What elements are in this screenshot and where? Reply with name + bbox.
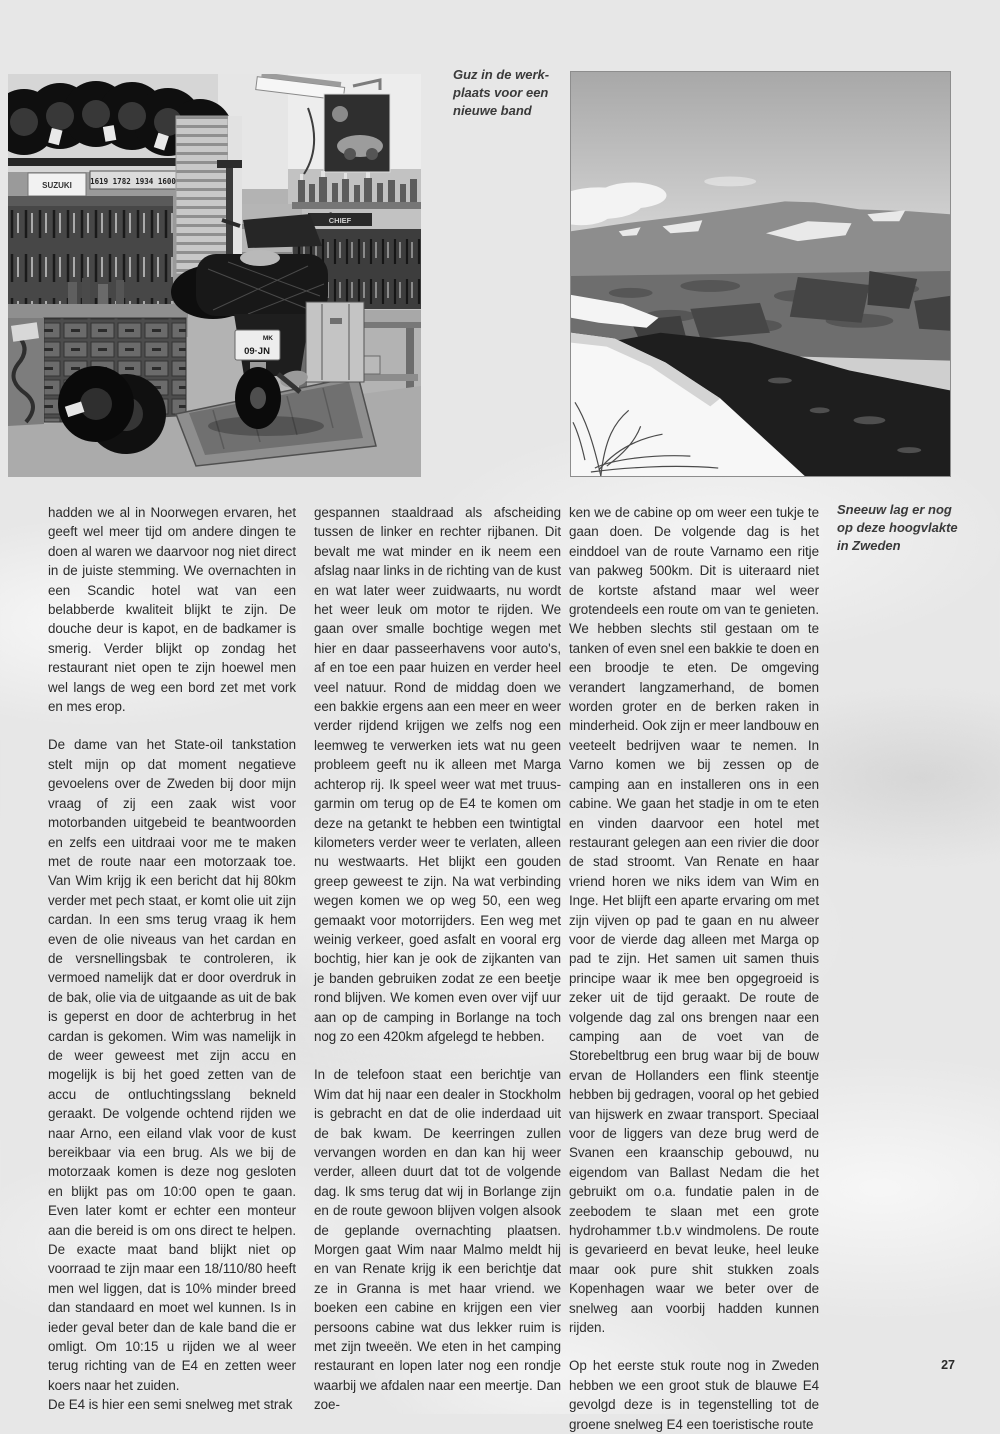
suzuki-sign [28, 173, 86, 196]
svg-text:MK: MK [262, 335, 273, 342]
body-paragraph: In de telefoon staat een berichtje van Wim dat hij naar een dealer in Stockholm is gebracht en dat de olie inderdaad uit de bak kwam. De keerringen zullen vervangen worden en dan kan hij weer verder, alleen duurt dat tot de volgende dag. Ik sms terug dat wij in Borlange zijn en de route gewoon blijven volgen alsook de geplande overnachting plaatsen. Morgen gaat Wim naar Malmo meldt hij en van Renate krijg ik een berichtje dat ze in Granna is met haar vriend. we boeken een cabine en krijgen een vier persoons cabine wat dus lekker ruim is met zijn tweeën. We eten in het camping restaurant en lopen later nog een rondje waarbij we afdalen naar een meertje. Dan zoe- [314, 1067, 561, 1413]
photo-caption-left [453, 66, 583, 120]
page-number: 27 [941, 1358, 955, 1372]
text-column-3 [569, 503, 819, 1434]
text-column-2 [314, 503, 561, 1415]
caption-line: Sneeuw lag er nog [837, 502, 952, 517]
bike-license-plate [235, 330, 280, 360]
workshop-photo [8, 74, 421, 477]
caption-line: op deze hoogvlakte [837, 520, 958, 535]
body-paragraph: ken we de cabine op om weer een tukje te gaan doen. De volgende dag is het einddoel van de route Varnamo een ritje van pakweg 500km. Dit is uiteraard niet de kortste afstand maar wel weer grotendeels een route om van te genieten. We hebben slechts stil gestaan om te tanken of even snel een bakkie te doen en een broodje te eten. De omgeving verandert langzamerhand, de bomen worden groter en de berken raken in minderheid. Ook zijn er meer landbouw en veeteelt bedrijven waar te nemen. In Varno komen we bij zessen op de camping aan en installeren ons in een cabine. We gaan het stadje in om te eten en vinden daarvoor een hotel met restaurant gelegen aan een rivier die door de stad stroomt. Van Renate en haar vriend horen we niks idem van Wim en Inge. Het blijft een aparte ervaring om met zijn vijven op pad te gaan en nu alweer voor de vierde dag alleen met Marga op pad te zijn. Het samen uit samen thuis principe waar ik mee ben opgegroeid is zeker uit de tijd geraakt. De route de volgende dag zal ons brengen naar een camping aan de voet van de Storebeltbrug een brug waar bij de bouw ervan de Hollanders een flink steentje hebben bij gedragen, vooral op het gebied van hijswerk en zwaar transport. Speciaal voor de liggers van deze brug werd de Svanen een kraanschip gebouwd, nu eigendom van Ballast Nedam die het gebruikt om o.a. fundatie palen in de zeebodem te slaan met een grote hydrohammer t.b.v windmolens. De route is gevarieerd en bevat leuke, heel leuke maar ook pure shit stukken zoals Kopenhagen waar we beter over de snelweg aan voorbij hadden kunnen rijden. [569, 505, 819, 1336]
pegboard-tools-left [8, 196, 173, 308]
text-column-1 [48, 503, 296, 1415]
motorcycle-poster [324, 94, 390, 172]
svg-text:CHIEF: CHIEF [328, 216, 352, 225]
workshop-photo-illustration [8, 74, 421, 477]
body-paragraph: hadden we al in Noorwegen ervaren, het geeft wel meer tijd om andere dingen te doen al waren we daarvoor nog niet direct in de juiste stemming. We overnachten in een Scandic hotel wat van een belabberde kwaliteit blijkt te zijn. De douche deur is kapot, en de badkamer is smerig. Verder blijkt op zondag het restaurant niet open te zijn hoewel men wel langs de weg een bord zet met vork en mes erop. [48, 505, 296, 715]
svg-text:SUZUKI: SUZUKI [42, 181, 72, 190]
svg-text:09·JN: 09·JN [244, 346, 270, 357]
photo-caption-right [837, 501, 972, 555]
caption-line: plaats voor een [453, 85, 549, 100]
body-paragraph: De E4 is hier een semi snelweg met strak [48, 1397, 293, 1413]
svg-text:1619 1782 1934 1600: 1619 1782 1934 1600 [90, 177, 176, 186]
license-plate-row [90, 171, 176, 189]
caption-line: Guz in de werk- [453, 67, 550, 82]
landscape-photo-illustration [571, 72, 950, 476]
caption-line: in Zweden [837, 538, 901, 553]
body-paragraph: De dame van het State-oil tankstation stelt mijn op dat moment negatieve gevoelens over de Zweden bij door mijn vraag of zij een zaak wist voor motorbanden uitgebeid te beantwoorden en zelfs een uitdraai voor me te maken met de route naar een motorzaak toe. Van Wim krijg ik een bericht dat hij 80km verder met pech staat, er komt olie uit zijn cardan. In een sms terug vraag ik hem even de olie niveaus van het cardan en de versnellingsbak te controleren, ik vermoed namelijk dat er door overdruk in de bak, olie via de uitgaande as uit de bak is geperst en door de achterbrug in het cardan is gekomen. Wim was namelijk in de weer geweest met zijn accu en mogelijk is bij het goed zetten van de accu de ontluchtingsslang bekneld geraakt. De volgende ochtend rijden we naar Arno, een eiland vlak voor de kust bereikbaar via een brug. Als we bij de motorzaak komen is deze nog gesloten en blijkt pas om 10:00 open te gaan. Even later komt er echter een monteur aan die bereid is om ons direct te helpen. De exacte maat band blijkt niet op voorraad te zijn maar een 18/110/80 heeft men wel liggen, dat is 10% minder breed dan standaard en moet wel kunnen. Is in ieder geval beter dan de kale band die er omligt. Om 10:15 u rijden we al weer terug richting van de E4 en zetten weer koers naar het zuiden. [48, 737, 296, 1393]
body-paragraph: gespannen staaldraad als afscheiding tussen de linker en rechter rijbanen. Dit bevalt me wat minder en ik neem een afslag naar links in de richting van de kust en wat later weer zuidwaarts, nu wordt het weer leuk om motor te rijden. We gaan over smalle bochtige wegen met hier en daar passeerhavens voor auto's, af en toe een paar huizen en verder heel veel natuur. Rond de middag doen we een bakkie ergens aan een meer en weer verder rijdend krijgen we zelfs nog een leemweg te verwerken iets wat nu geen probleem geeft nu ik alleen met Marga achterop rij. Ik speel weer wat met truus-garmin om terug op de E4 te komen om deze na getankt te hebben een twintigtal kilometers verder weer te verlaten, alleen nu westwaarts. Het blijkt een gouden greep geweest te zijn. Na wat verbinding wegen komen we op weg 50, een weg gemaakt voor motorrijders. Een weg met weinig verkeer, goed asfalt en vooral erg bochtig, hier kan je ook de zijkanten van je banden gebruiken zodat ze een beetje rond blijven. We komen even over vijf uur aan op de camping in Borlange na toch nog zo een 420km afgelegd te hebben. [314, 505, 561, 1044]
landscape-photo [570, 71, 951, 477]
caption-line: nieuwe band [453, 103, 532, 118]
body-paragraph: Op het eerste stuk route nog in Zweden hebben we een groot stuk de blauwe E4 gevolgd deze is in tegenstelling tot de groene snelweg E4 een toeristische route [569, 1358, 819, 1432]
magazine-shelf [176, 116, 228, 274]
